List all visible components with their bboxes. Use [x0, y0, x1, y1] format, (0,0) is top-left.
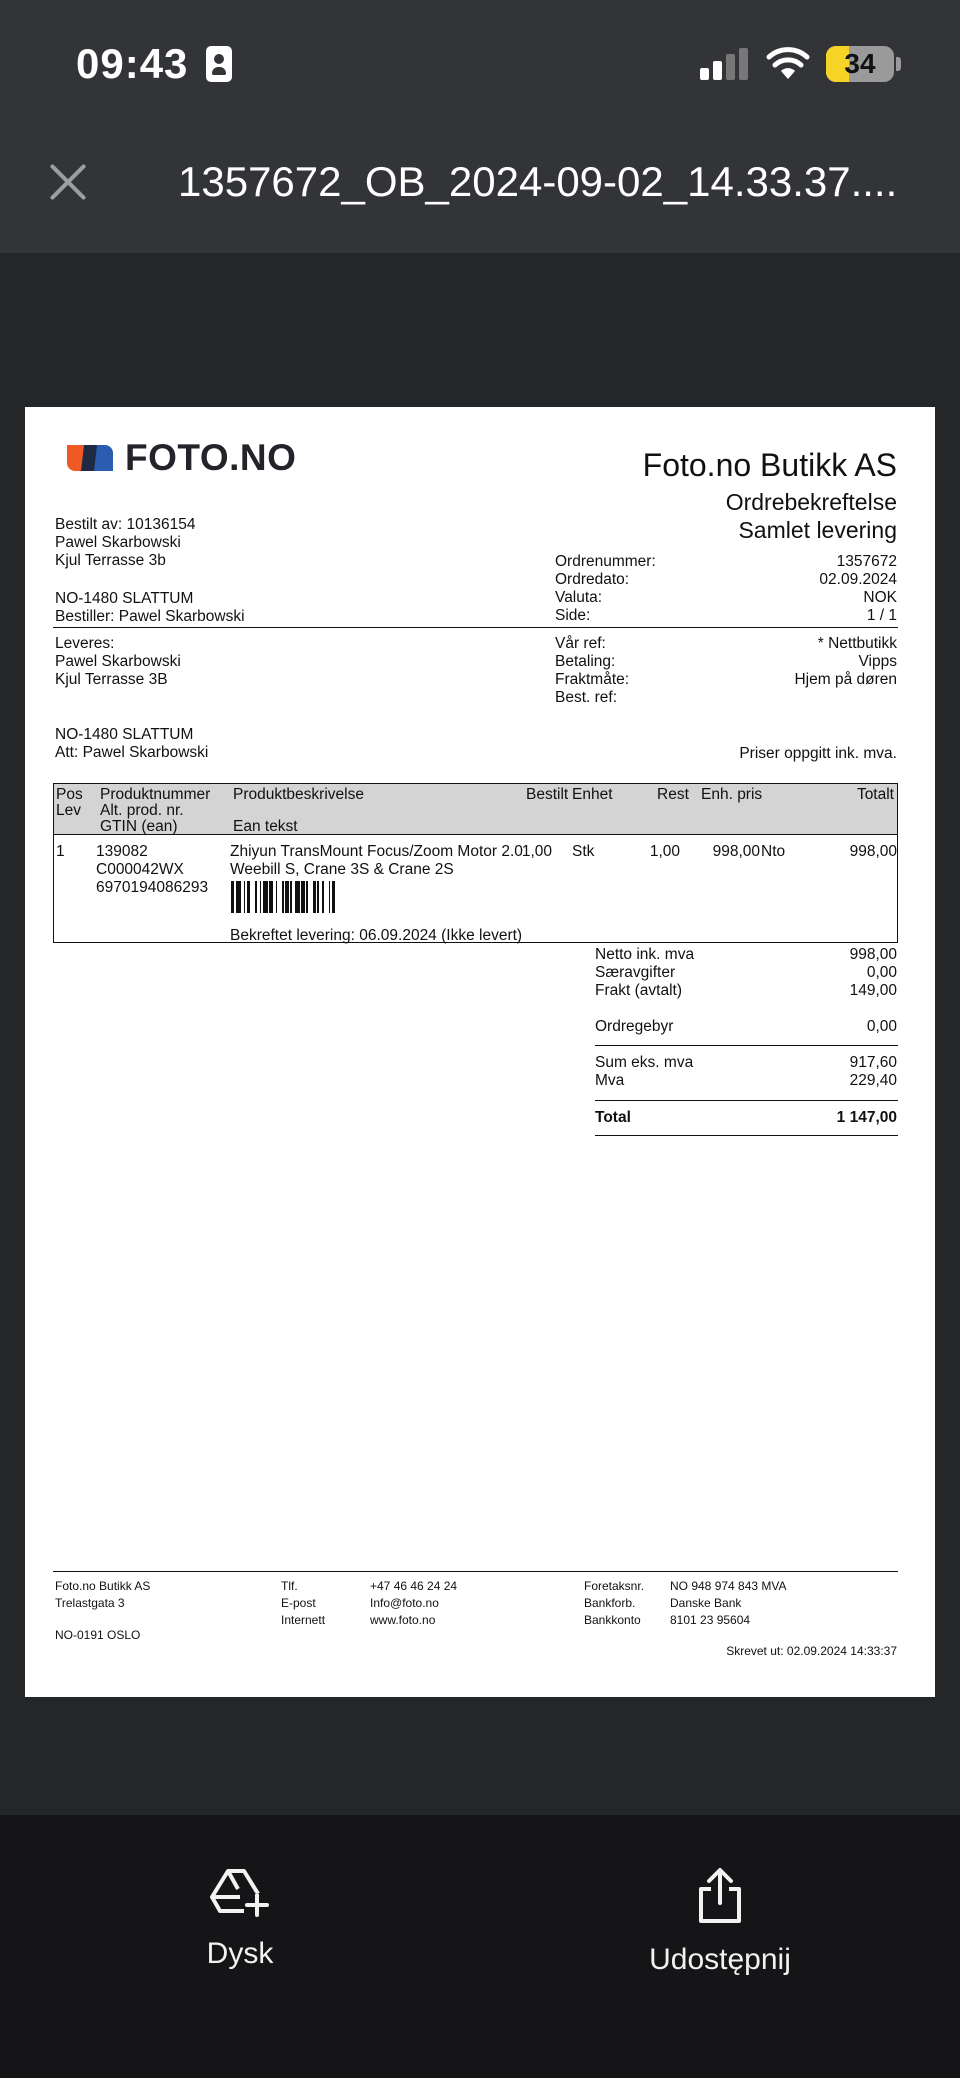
logo-mark-icon	[67, 443, 113, 473]
ordered-by-line: Kjul Terrasse 3b	[55, 552, 166, 569]
barcode-bar	[260, 881, 262, 913]
ordered-by-line: Pawel Skarbowski	[55, 534, 181, 551]
barcode-bar	[236, 881, 241, 913]
footer-printed: Skrevet ut: 02.09.2024 14:33:37	[726, 1644, 897, 1658]
barcode-bar	[290, 881, 292, 913]
row-nto: Nto	[761, 843, 786, 860]
total-label: Særavgifter	[595, 964, 676, 981]
total-value: 0,00	[866, 1018, 897, 1035]
col-enhet: Enhet	[572, 786, 613, 803]
row-rest: 1,00	[649, 843, 680, 860]
barcode-bar	[317, 881, 319, 913]
footer-email: Info@foto.no	[370, 1596, 439, 1610]
order-info-value: 02.09.2024	[819, 571, 897, 588]
col-gtin: GTIN (ean)	[100, 818, 178, 835]
row-totalt: 998,00	[849, 843, 897, 860]
total-label: Mva	[595, 1072, 625, 1089]
company-name: Foto.no Butikk AS	[642, 447, 897, 483]
delivery-info-label: Best. ref:	[555, 689, 618, 706]
row-pos: 1	[56, 843, 65, 860]
divider	[595, 1045, 898, 1046]
share-button[interactable]	[620, 1867, 820, 1977]
battery-tip	[896, 57, 901, 71]
order-info-value: 1357672	[836, 553, 897, 570]
delivery-info-value: Vipps	[858, 653, 897, 670]
top-bar	[0, 0, 960, 253]
file-name: 1357672_OB_2024-09-02_14.33.37....	[178, 158, 898, 205]
footer-account: 8101 23 95604	[670, 1613, 751, 1627]
barcode-bar	[269, 881, 272, 913]
wifi-icon	[766, 46, 810, 80]
grand-total-label: Total	[595, 1109, 631, 1126]
divider	[53, 627, 898, 628]
order-info-value: NOK	[863, 589, 897, 606]
battery-icon	[826, 46, 894, 82]
footer-website: www.foto.no	[370, 1613, 436, 1627]
order-info-label: Ordrenummer:	[555, 553, 656, 570]
footer-label: E-post	[281, 1596, 316, 1610]
row-enhet: Stk	[572, 843, 595, 860]
order-info-label: Ordredato:	[555, 571, 630, 588]
drive-button[interactable]	[140, 1867, 340, 1971]
total-label: Ordregebyr	[595, 1018, 674, 1035]
footer-label: Bankforb.	[584, 1596, 636, 1610]
row-enh-pris: 998,00	[712, 843, 760, 860]
col-produktnummer: Produktnummer	[100, 786, 211, 803]
share-label: Udostępnij	[649, 1943, 791, 1976]
ordered-by-line: Bestilt av: 10136154	[55, 516, 196, 533]
delivery-line: Att: Pawel Skarbowski	[55, 744, 209, 761]
col-totalt: Totalt	[856, 786, 894, 803]
divider	[595, 1100, 898, 1101]
col-alt-prod: Alt. prod. nr.	[100, 802, 184, 819]
barcode-bar	[255, 881, 257, 913]
barcode-bar	[313, 881, 316, 913]
barcode-bar	[295, 881, 300, 913]
share-icon	[695, 1867, 745, 1923]
footer-bank: Danske Bank	[670, 1596, 742, 1610]
total-label: Frakt (avtalt)	[595, 982, 682, 999]
battery-level: 34	[844, 48, 876, 79]
status-time: 09:43	[76, 40, 189, 87]
footer-street: Trelastgata 3	[55, 1596, 125, 1610]
row-gtin: 6970194086293	[96, 879, 209, 896]
barcode-bar	[332, 881, 335, 913]
col-lev: Lev	[56, 802, 81, 819]
ordered-by-line: NO-1480 SLATTUM	[55, 590, 194, 607]
document-type: Ordrebekreftelse	[725, 489, 897, 515]
barcode-bar	[247, 881, 250, 913]
barcode-image	[231, 881, 399, 913]
delivery-line: Pawel Skarbowski	[55, 653, 181, 670]
col-rest: Rest	[657, 786, 689, 803]
delivery-line: Kjul Terrasse 3B	[55, 671, 168, 688]
row-desc-2: Weebill S, Crane 3S & Crane 2S	[230, 861, 454, 878]
col-pos: Pos	[56, 786, 83, 803]
footer-divider	[53, 1571, 898, 1572]
barcode-bar	[306, 881, 308, 913]
total-value: 149,00	[849, 982, 897, 999]
row-alt-prod: C000042WX	[96, 861, 184, 878]
delivery-info-value: * Nettbutikk	[817, 635, 897, 652]
row-desc-1: Zhiyun TransMount Focus/Zoom Motor 2.0	[230, 843, 523, 860]
barcode-bar	[322, 881, 324, 913]
delivery-info-value: Hjem på døren	[794, 671, 897, 688]
grand-total-value: 1 147,00	[836, 1109, 897, 1126]
footer-city: NO-0191 OSLO	[55, 1628, 141, 1642]
delivery-info-label: Fraktmåte:	[555, 671, 630, 688]
logo-text: FOTO.NO	[125, 437, 297, 478]
delivery-info-label: Betaling:	[555, 653, 616, 670]
footer-org-number: NO 948 974 843 MVA	[670, 1579, 787, 1593]
close-icon[interactable]	[46, 160, 90, 204]
barcode-bar	[301, 881, 304, 913]
footer-label: Bankkonto	[584, 1613, 641, 1627]
ordered-by-line: Bestiller: Pawel Skarbowski	[55, 608, 245, 625]
barcode-bar	[276, 881, 278, 913]
total-label: Netto ink. mva	[595, 946, 695, 963]
order-info-value: 1 / 1	[866, 607, 897, 624]
barcode-bar	[329, 881, 331, 913]
row-bestilt: 1,00	[521, 843, 552, 860]
footer-label: Internett	[281, 1613, 326, 1627]
delivery-type: Samlet levering	[738, 517, 897, 543]
total-value: 0,00	[866, 964, 897, 981]
drive-label: Dysk	[206, 1937, 274, 1970]
total-value: 998,00	[849, 946, 897, 963]
footer-phone: +47 46 46 24 24	[370, 1579, 458, 1593]
barcode-bar	[282, 881, 284, 913]
col-enh-pris: Enh. pris	[701, 786, 763, 803]
document-page	[25, 407, 935, 1697]
delivery-info-label: Vår ref:	[555, 635, 606, 652]
row-produktnummer: 139082	[96, 843, 148, 860]
col-ean-tekst: Ean tekst	[233, 818, 298, 835]
drive-add-icon	[210, 1867, 270, 1917]
barcode-bar	[231, 881, 234, 913]
delivery-line: NO-1480 SLATTUM	[55, 726, 194, 743]
barcode-bar	[263, 881, 268, 913]
price-note: Priser oppgitt ink. mva.	[739, 745, 897, 762]
contact-card-icon	[206, 46, 232, 82]
delivery-line: Leveres:	[55, 635, 115, 652]
barcode-bar	[244, 881, 246, 913]
total-label: Sum eks. mva	[595, 1054, 694, 1071]
signal-icon	[700, 48, 750, 80]
col-beskrivelse: Produktbeskrivelse	[233, 786, 364, 803]
order-info-label: Side:	[555, 607, 591, 624]
row-confirmed: Bekreftet levering: 06.09.2024 (Ikke levert)	[230, 927, 523, 944]
divider	[595, 1135, 898, 1136]
total-value: 229,40	[849, 1072, 897, 1089]
total-value: 917,60	[849, 1054, 897, 1071]
col-bestilt: Bestilt	[526, 786, 569, 803]
footer-label: Foretaksnr.	[584, 1579, 645, 1593]
order-info-label: Valuta:	[555, 589, 603, 606]
footer-company: Foto.no Butikk AS	[55, 1579, 151, 1593]
footer-label: Tlf.	[281, 1579, 298, 1593]
barcode-bar	[285, 881, 288, 913]
